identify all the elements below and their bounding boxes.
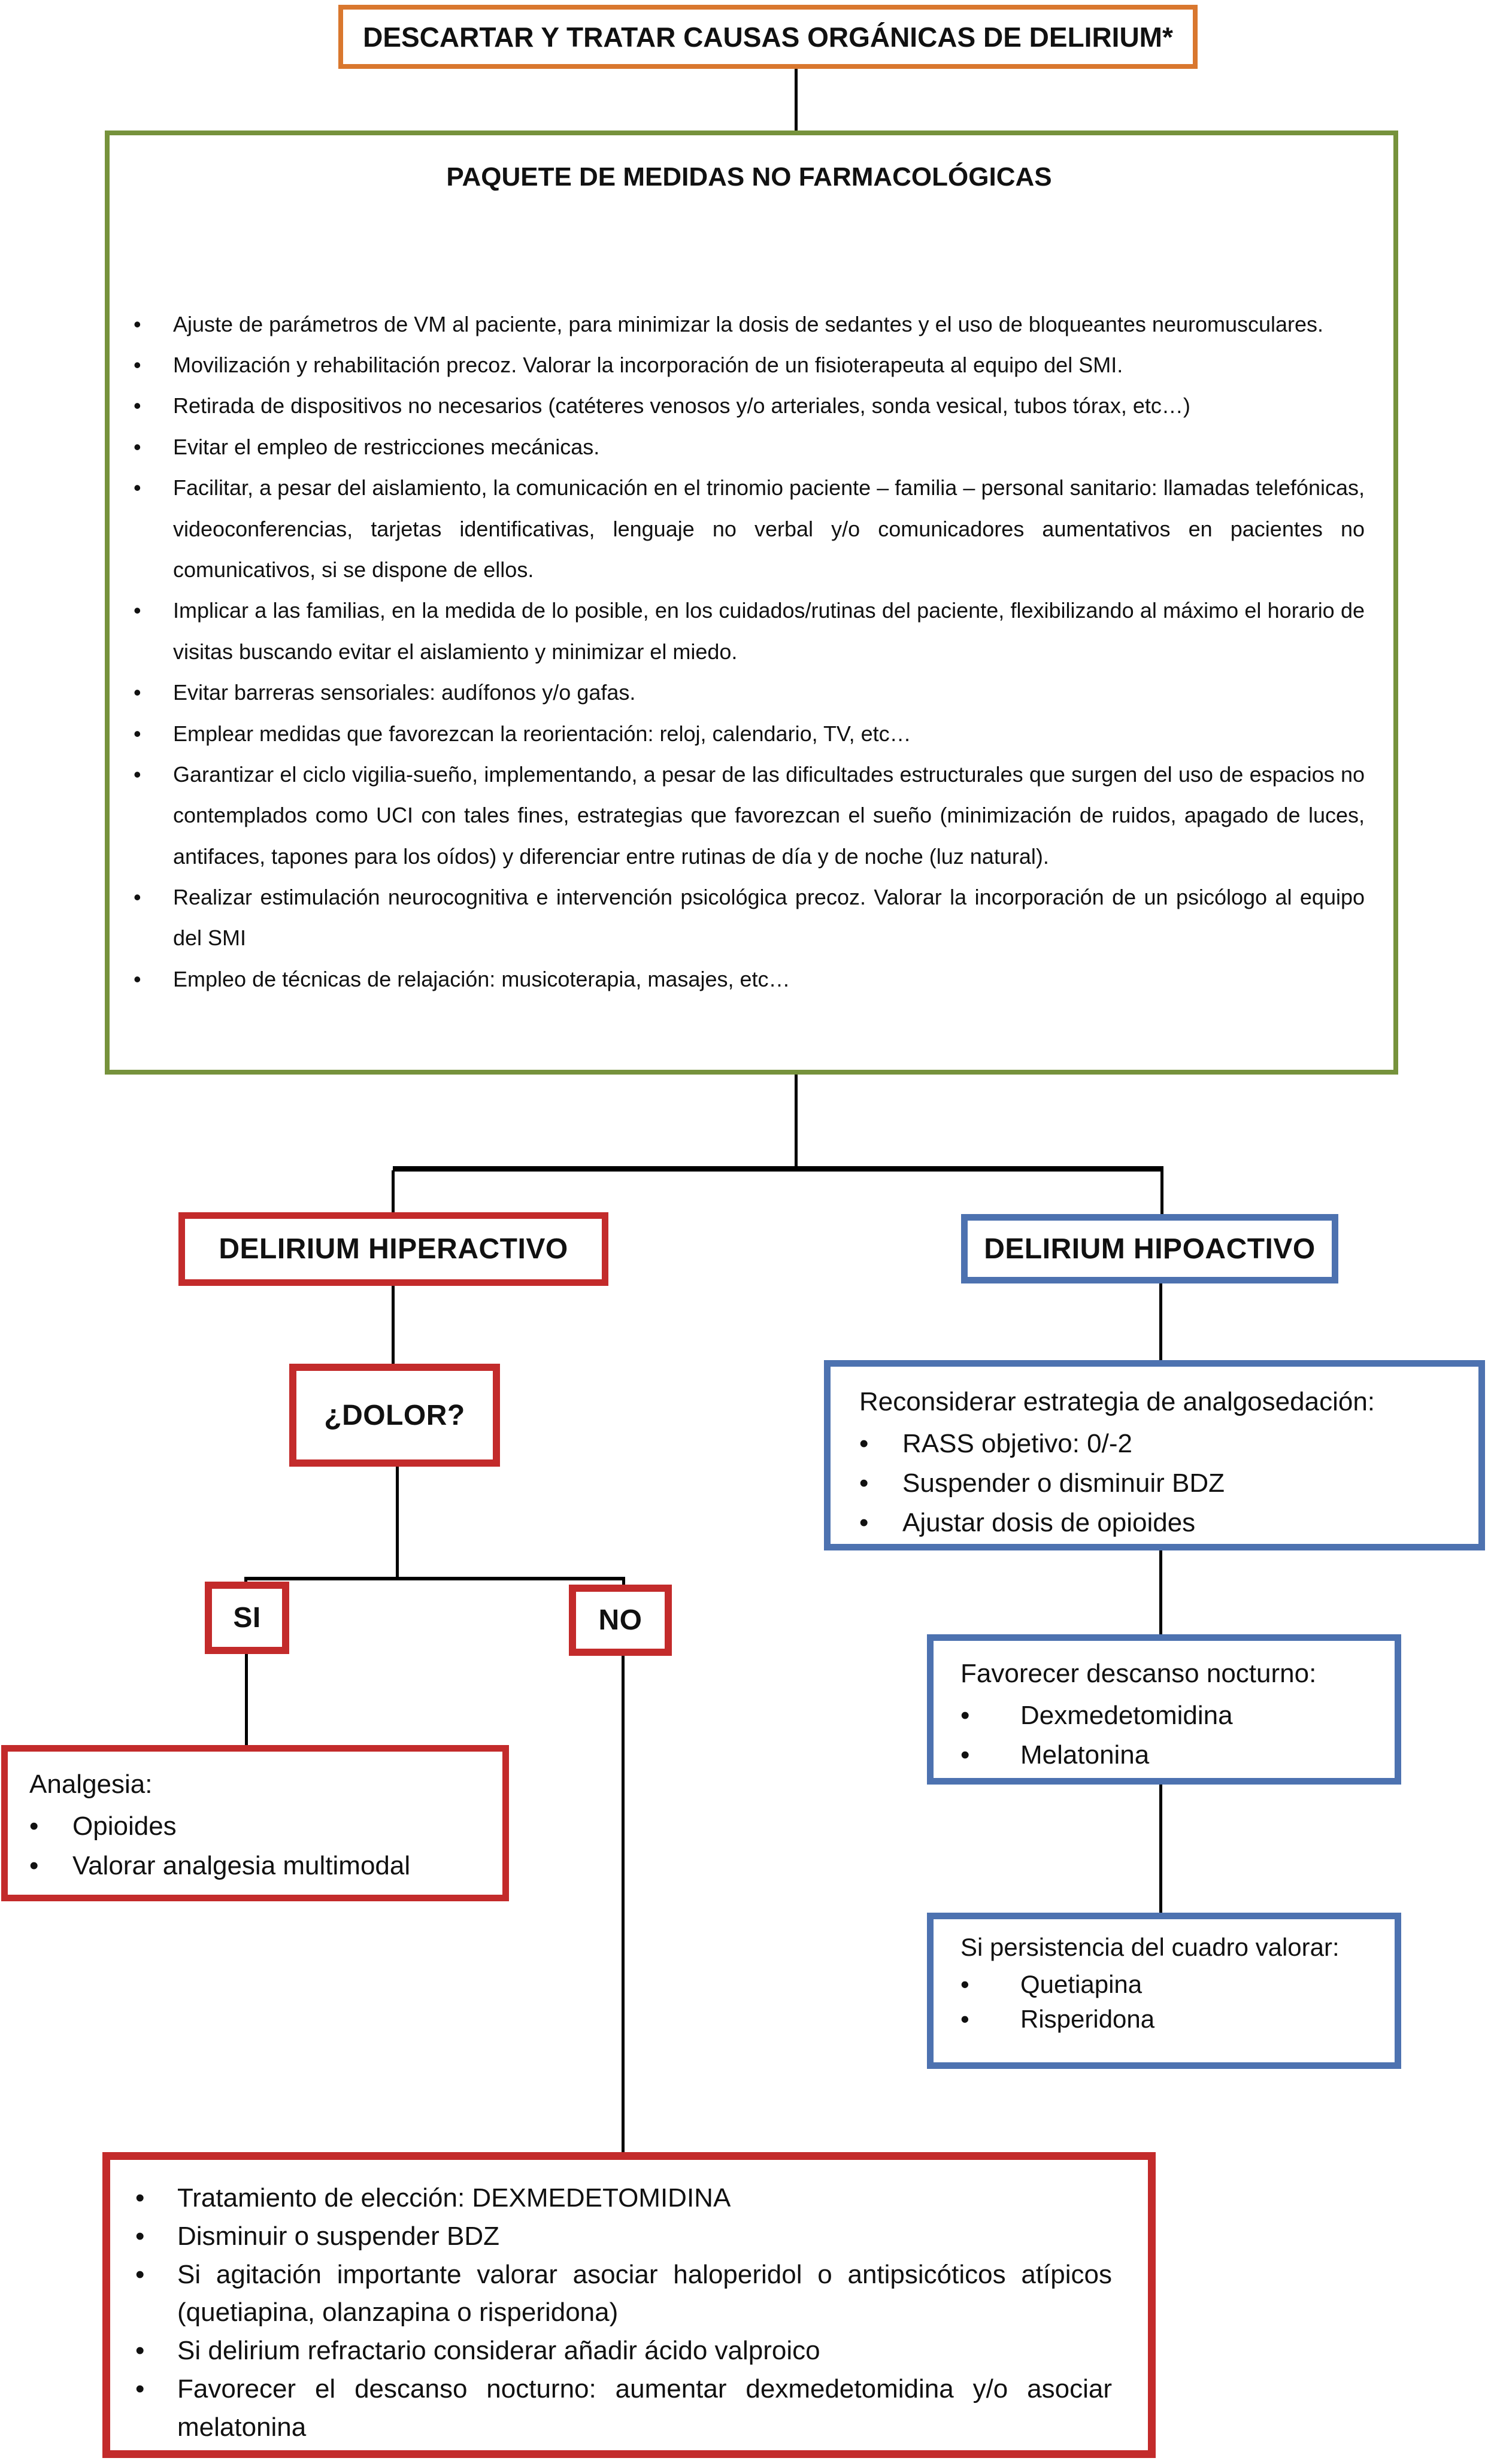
reconsider-analgosedation-box	[824, 1360, 1485, 1550]
persistence-box	[927, 1913, 1401, 2069]
list-item: • Retirada de dispositivos no necesarios (catéteres venosos y/o arteriales, sonda vesical, tubos tórax, etc…)	[134, 386, 1365, 426]
list-item: • Emplear medidas que favorezcan la reorientación: reloj, calendario, TV, etc…	[134, 714, 1365, 754]
connector-drop-hypoactive	[1160, 1170, 1163, 1216]
connector-hyperactive-to-pain	[392, 1285, 395, 1366]
rule-out-organic-causes-title: DESCARTAR Y TRATAR CAUSAS ORGÁNICAS DE DELIRIUM*	[363, 21, 1173, 53]
list-item: • Risperidona	[960, 2002, 1377, 2037]
analgesia-title: Analgesia:	[29, 1770, 153, 1799]
hyperactive-treatment-box	[102, 2152, 1156, 2458]
list-item: • Ajustar dosis de opioides	[859, 1503, 1454, 1543]
hyperactive-treatment-list	[135, 2179, 1112, 2447]
reconsider-analgosedation-list	[859, 1424, 1454, 1543]
list-item: • Si agitación importante valorar asociar haloperidol o antipsicóticos atípicos (quetiapina, olanzapina o risperidona)	[135, 2256, 1112, 2332]
non-pharmacological-measures-box	[105, 131, 1398, 1075]
list-item: • Evitar el empleo de restricciones mecánicas.	[134, 427, 1365, 468]
hypoactive-delirium-label: DELIRIUM HIPOACTIVO	[984, 1233, 1316, 1265]
connector-reconsider-to-nightrest	[1159, 1549, 1162, 1636]
hypoactive-delirium-box	[961, 1214, 1338, 1283]
list-item: • Disminuir o suspender BDZ	[135, 2217, 1112, 2256]
list-item: • Empleo de técnicas de relajación: musicoterapia, masajes, etc…	[134, 959, 1365, 1000]
no-label: NO	[598, 1604, 643, 1636]
night-rest-box	[927, 1634, 1401, 1785]
no-box	[569, 1585, 672, 1656]
pain-question-box	[289, 1364, 500, 1467]
analgesia-box	[1, 1745, 509, 1901]
list-item: • Favorecer el descanso nocturno: aumentar dexmedetomidina y/o asociar melatonina	[135, 2370, 1112, 2447]
connector-top-to-measures	[795, 68, 798, 132]
non-pharmacological-measures-title: PAQUETE DE MEDIDAS NO FARMACOLÓGICAS	[446, 162, 1052, 192]
connector-hypoactive-to-reconsider	[1159, 1282, 1162, 1362]
list-item: • Opioides	[29, 1807, 484, 1846]
connector-yesno-horizontal	[244, 1577, 625, 1580]
connector-nightrest-to-persistence	[1159, 1783, 1162, 1914]
pain-question-label: ¿DOLOR?	[324, 1399, 465, 1431]
yes-box	[205, 1582, 289, 1654]
analgesia-list	[29, 1807, 484, 1886]
hyperactive-delirium-box	[178, 1212, 608, 1286]
list-item: • Garantizar el ciclo vigilia-sueño, implementando, a pesar de las dificultades estructurales que surgen del uso de espacios no contemplados como UCI con tales fines, estrategias que favorezcan el sueño (minimización de ruidos, apagado de luces, antifaces, tapones para los oídos) y diferenciar entre rutinas de día y de noche (luz natural).	[134, 754, 1365, 877]
connector-drop-hyperactive	[392, 1170, 395, 1215]
list-item: • Facilitar, a pesar del aislamiento, la comunicación en el trinomio paciente – familia – personal sanitario: llamadas telefónicas, videoconferencias, tarjetas identificativas, lenguaje no verbal y/o comunicadores aumentativos en pacientes no comunicativos, si se dispone de ellos.	[134, 468, 1365, 590]
list-item: • Evitar barreras sensoriales: audífonos y/o gafas.	[134, 672, 1365, 713]
night-rest-list	[960, 1696, 1377, 1775]
list-item: • Implicar a las familias, en la medida de lo posible, en los cuidados/rutinas del paciente, flexibilizando al máximo el horario de visitas buscando evitar el aislamiento y minimizar el miedo.	[134, 590, 1365, 672]
persistence-title: Si persistencia del cuadro valorar:	[960, 1933, 1340, 1961]
persistence-list	[960, 1967, 1377, 2037]
night-rest-title: Favorecer descanso nocturno:	[960, 1659, 1317, 1688]
list-item: • Melatonina	[960, 1735, 1377, 1775]
connector-no-to-treatment	[622, 1654, 625, 2154]
connector-pain-down	[396, 1465, 399, 1579]
hyperactive-delirium-label: DELIRIUM HIPERACTIVO	[219, 1233, 568, 1265]
connector-branch-horizontal	[393, 1166, 1163, 1172]
list-item: • Realizar estimulación neurocognitiva e intervención psicológica precoz. Valorar la incorporación de un psicólogo al equipo del SMI	[134, 877, 1365, 959]
list-item: • Dexmedetomidina	[960, 1696, 1377, 1735]
list-item: • Quetiapina	[960, 1967, 1377, 2002]
rule-out-organic-causes-box	[338, 5, 1198, 69]
list-item: • Movilización y rehabilitación precoz. Valorar la incorporación de un fisioterapeuta al equipo del SMI.	[134, 345, 1365, 386]
non-pharmacological-measures-list	[134, 304, 1365, 1000]
list-item: • Valorar analgesia multimodal	[29, 1846, 484, 1886]
list-item: • Tratamiento de elección: DEXMEDETOMIDINA	[135, 2179, 1112, 2217]
connector-measures-down	[795, 1073, 798, 1169]
reconsider-analgosedation-title: Reconsiderar estrategia de analgosedación:	[859, 1387, 1375, 1416]
connector-yes-to-analgesia	[245, 1652, 248, 1747]
list-item: • Ajuste de parámetros de VM al paciente, para minimizar la dosis de sedantes y el uso de bloqueantes neuromusculares.	[134, 304, 1365, 345]
list-item: • RASS objetivo: 0/-2	[859, 1424, 1454, 1464]
list-item: • Suspender o disminuir BDZ	[859, 1464, 1454, 1503]
list-item: • Si delirium refractario considerar añadir ácido valproico	[135, 2332, 1112, 2370]
yes-label: SI	[233, 1602, 261, 1634]
